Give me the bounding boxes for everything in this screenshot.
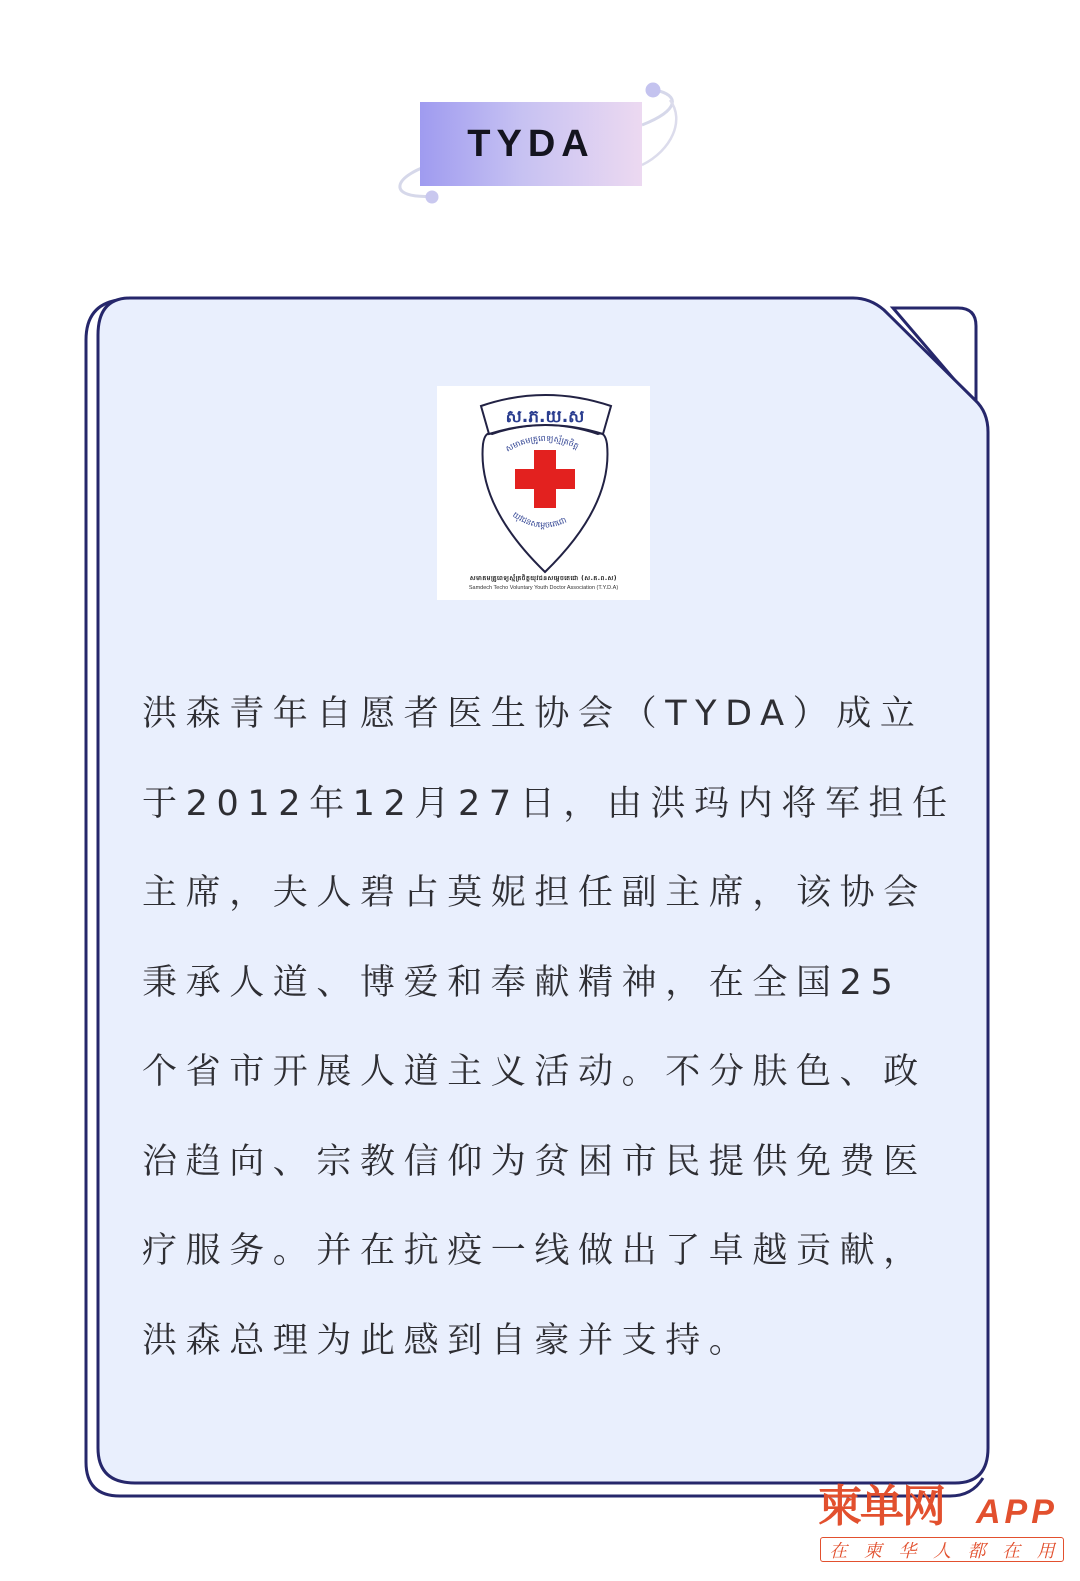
watermark <box>818 1482 1070 1564</box>
slogan-char: 柬 <box>863 1540 882 1562</box>
slogan-char: 在 <box>829 1540 848 1562</box>
tyda-logo <box>437 386 650 600</box>
svg-text:ស.ភ.យ.ស: ស.ភ.យ.ស <box>505 407 585 427</box>
watermark-brand: 柬单网 <box>818 1481 944 1532</box>
shield-emblem-icon <box>437 386 650 576</box>
paragraph-line: 秉承人道、博爱和奉献精神，在全国25 <box>142 962 902 1003</box>
logo-caption-english: Samdech Techo Voluntary Youth Doctor Association (T.Y.D.A) <box>468 585 619 591</box>
watermark-slogan <box>820 1537 1064 1562</box>
watermark-app-label: APP <box>976 1493 1058 1531</box>
svg-text:សមាគមគ្រូពេទ្យស្ម័គ្រចិត្ត: សមាគមគ្រូពេទ្យស្ម័គ្រចិត្ត <box>504 433 581 454</box>
paragraph-line: 治趋向、宗教信仰为贫困市民提供免费医 <box>142 1141 927 1182</box>
logo-caption-khmer: សមាគមគ្រូពេទ្យស្ម័គ្រចិត្តយុវជនសម្តេចតេជោ (ស.គ.ព.ស) <box>469 575 618 582</box>
paragraph-line: 洪森总理为此感到自豪并支持。 <box>142 1320 753 1361</box>
slogan-char: 都 <box>967 1540 986 1562</box>
slogan-char: 华 <box>898 1540 917 1562</box>
page-title: TYDA <box>467 122 595 165</box>
slogan-char: 人 <box>932 1540 951 1562</box>
slogan-char: 在 <box>1002 1540 1021 1562</box>
paragraph-line: 主席，夫人碧占莫妮担任副主席，该协会 <box>142 873 927 913</box>
paragraph-line: 洪森青年自愿者医生协会（TYDA）成立 <box>142 694 924 734</box>
slogan-char: 用 <box>1036 1540 1055 1562</box>
svg-text:យុវជនសម្តេចតេជោ: យុវជនសម្តេចតេជោ <box>510 510 568 530</box>
description-paragraph <box>142 686 956 1402</box>
paragraph-line: 疗服务。并在抗疫一线做出了卓越贡献， <box>142 1231 927 1271</box>
paragraph-line: 个省市开展人道主义活动。不分肤色、政 <box>142 1052 927 1092</box>
paragraph-line: 于2012年12月27日，由洪玛内将军担任 <box>142 783 956 824</box>
